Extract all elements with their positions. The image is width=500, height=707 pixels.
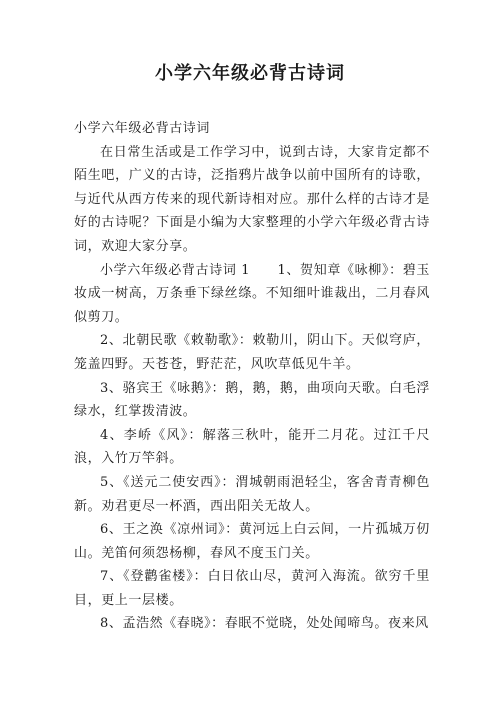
intro-paragraph: 在日常生活或是工作学习中，说到古诗，大家肯定都不陌生吧，广义的古诗，泛指鸦片战争以前中国所有的诗歌，与近代从西方传来的现代新诗相对应。那什么样的古诗才是好的古诗呢？下面是小编为大家整理的小学六年级必背古诗词，欢迎大家分享。: [74, 144, 430, 254]
poem-paragraph-5: 5、《送元二使安西》：渭城朝雨浥轻尘，客舍青青柳色新。劝君更尽一杯酒，西出阳关无故人。: [74, 474, 430, 514]
poem-paragraph-8: 8、孟浩然《春晓》：春眠不觉晓，处处闻啼鸟。夜来风: [100, 616, 429, 632]
section-heading: 小学六年级必背古诗词: [74, 121, 211, 136]
poem-paragraph-1: 小学六年级必背古诗词 1 1、贺知章《咏柳》：碧玉妆成一树高，万条垂下绿丝绦。不知细叶谁裁出，二月春风似剪刀。: [74, 262, 430, 325]
poem-paragraph-3: 3、骆宾王《咏鹅》：鹅，鹅，鹅，曲项向天歌。白毛浮绿水，红掌拨清波。: [74, 380, 430, 420]
poem-paragraph-2: 2、北朝民歌《敕勒歌》：敕勒川，阴山下。天似穹庐，笼盖四野。天苍苍，野茫茫，风吹草低见牛羊。: [74, 333, 430, 372]
poem-paragraph-4: 4、李峤《风》：解落三秋叶，能开二月花。过江千尺浪，入竹万竿斜。: [74, 427, 430, 467]
document-title: 小学六年级必背古诗词: [155, 63, 345, 84]
document-body: [74, 117, 430, 636]
poem-paragraph-7: 7、《登鹳雀楼》：白日依山尽，黄河入海流。欲穷千里目，更上一层楼。: [74, 569, 430, 608]
poem-paragraph-6: 6、王之涣《凉州词》：黄河远上白云间，一片孤城万仞山。羌笛何须怨杨柳，春风不度玉门关。: [74, 522, 430, 561]
